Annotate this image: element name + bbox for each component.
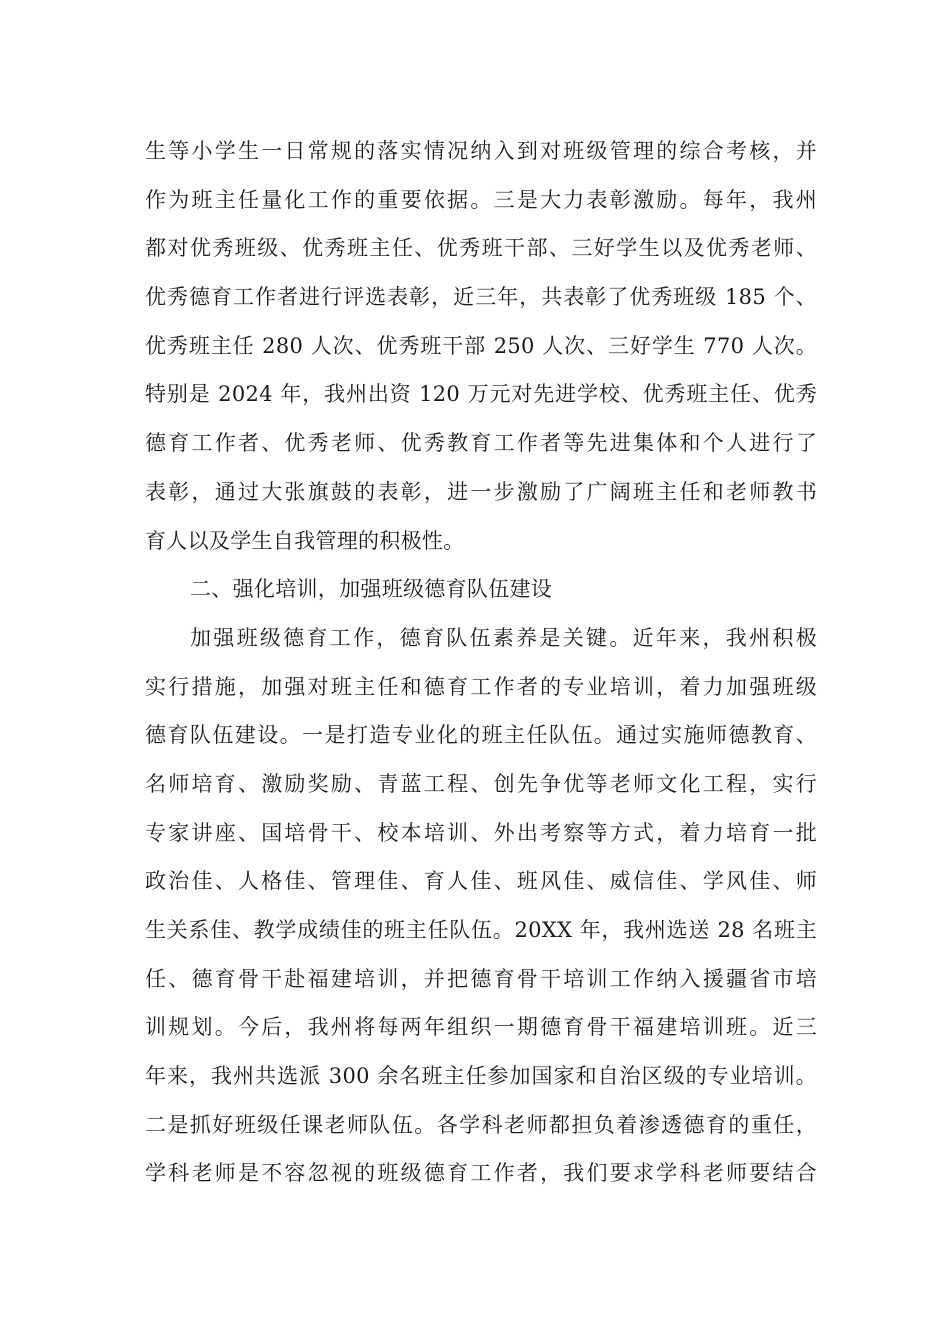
text-line-16: 政治佳、人格佳、管理佳、育人佳、班风佳、威信佳、学风佳、师 [145,869,817,894]
text-line-12: 实行措施，加强对班主任和德育工作者的专业培训，着力加强班级 [145,674,817,699]
text-line-4: 优秀德育工作者进行评选表彰，近三年，共表彰了优秀班级 185 个、 [145,285,817,310]
text-line-19: 训规划。今后，我州将每两年组织一期德育骨干福建培训班。近三 [145,1015,817,1040]
text-line-11: 加强班级德育工作，德育队伍素养是关键。近年来，我州积极 [190,625,817,650]
text-line-20: 年来，我州共选派 300 余名班主任参加国家和自治区级的专业培训。 [145,1064,817,1089]
text-line-1: 生等小学生一日常规的落实情况纳入到对班级管理的综合考核，并 [145,139,817,163]
text-line-15: 专家讲座、国培骨干、校本培训、外出考察等方式，着力培育一批 [145,820,817,845]
text-line-5: 优秀班主任 280 人次、优秀班干部 250 人次、三好学生 770 人次。 [145,333,817,358]
text-line-8: 表彰，通过大张旗鼓的表彰，进一步激励了广阔班主任和老师教书 [145,479,817,504]
section-heading: 二、强化培训，加强班级德育队伍建设 [190,577,553,602]
text-line-7: 德育工作者、优秀老师、优秀教育工作者等先进集体和个人进行了 [145,431,817,456]
text-line-9: 育人以及学生自我管理的积极性。 [145,528,465,553]
body-text [145,127,817,1198]
text-line-6: 特别是 2024 年，我州出资 120 万元对先进学校、优秀班主任、优秀 [145,382,817,407]
text-line-2: 作为班主任量化工作的重要依据。三是大力表彰激励。每年，我州 [145,187,817,212]
text-line-18: 任、德育骨干赴福建培训，并把德育骨干培训工作纳入援疆省市培 [145,966,817,991]
text-line-21: 二是抓好班级任课老师队伍。各学科老师都担负着渗透德育的重任， [145,1112,817,1137]
text-line-17: 生关系佳、教学成绩佳的班主任队伍。20XX 年，我州选送 28 名班主 [145,918,817,942]
text-line-3: 都对优秀班级、优秀班主任、优秀班干部、三好学生以及优秀老师、 [145,236,817,261]
text-line-22: 学科老师是不容忽视的班级德育工作者，我们要求学科老师要结合 [145,1161,817,1186]
text-line-14: 名师培育、激励奖励、青蓝工程、创先争优等老师文化工程，实行 [145,771,817,796]
text-line-13: 德育队伍建设。一是打造专业化的班主任队伍。通过实施师德教育、 [145,723,817,748]
